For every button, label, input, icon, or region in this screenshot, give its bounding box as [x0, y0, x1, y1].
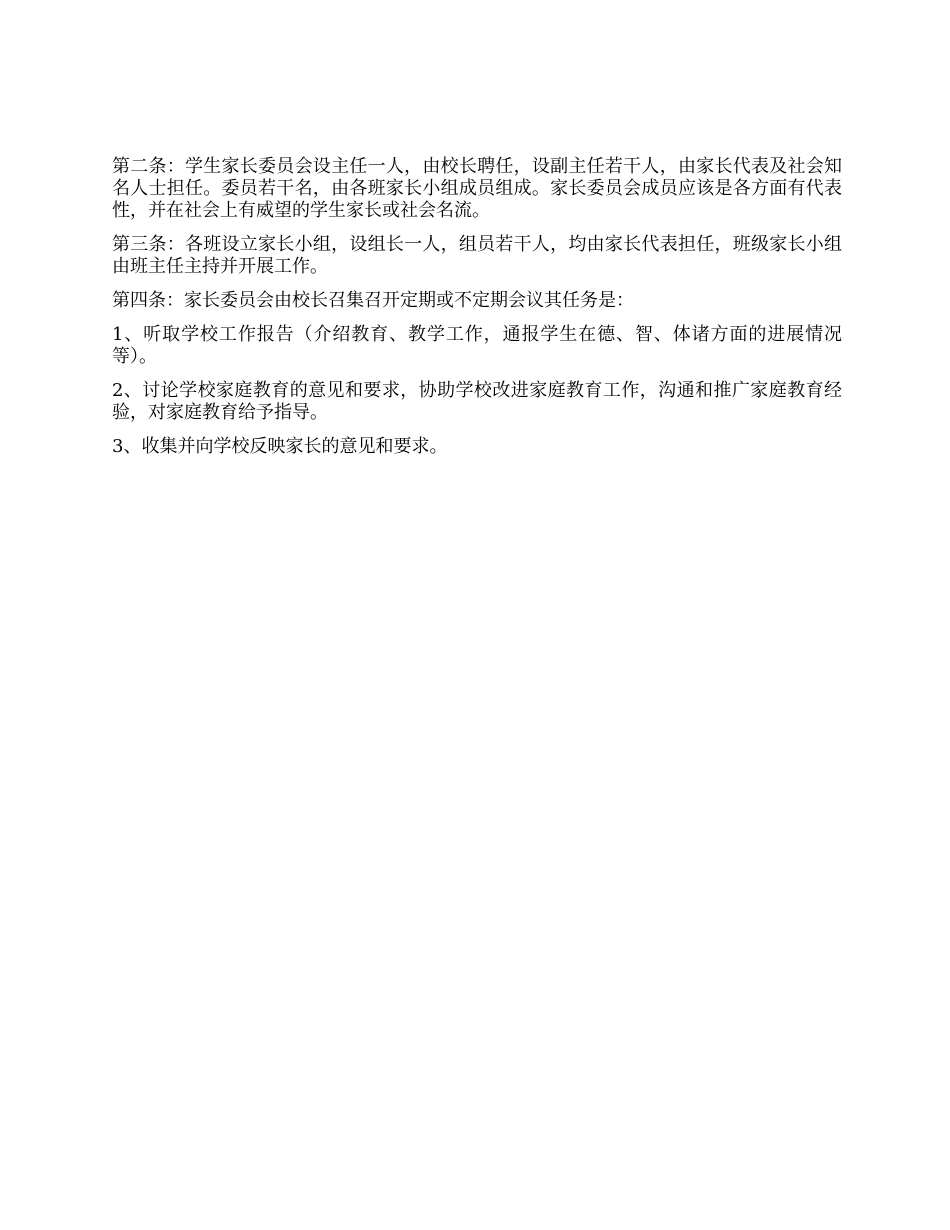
article-2-paragraph: 第二条：学生家长委员会设主任一人，由校长聘任，设副主任若干人，由家长代表及社会知名人士担任。委员若干名，由各班家长小组成员组成。家长委员会成员应该是各方面有代表性，并在社会上有威望的学生家长或社会名流。 — [112, 156, 842, 221]
document-body — [112, 156, 842, 470]
task-item-1: 1、听取学校工作报告（介绍教育、教学工作，通报学生在德、智、体诸方面的进展情况等）。 — [112, 324, 842, 367]
article-3-paragraph: 第三条：各班设立家长小组，设组长一人，组员若干人，均由家长代表担任，班级家长小组由班主任主持并开展工作。 — [112, 234, 842, 277]
task-item-2: 2、讨论学校家庭教育的意见和要求，协助学校改进家庭教育工作，沟通和推广家庭教育经验，对家庭教育给予指导。 — [112, 380, 842, 423]
task-item-3: 3、收集并向学校反映家长的意见和要求。 — [112, 436, 448, 457]
article-4-paragraph: 第四条：家长委员会由校长召集召开定期或不定期会议其任务是： — [112, 290, 634, 311]
